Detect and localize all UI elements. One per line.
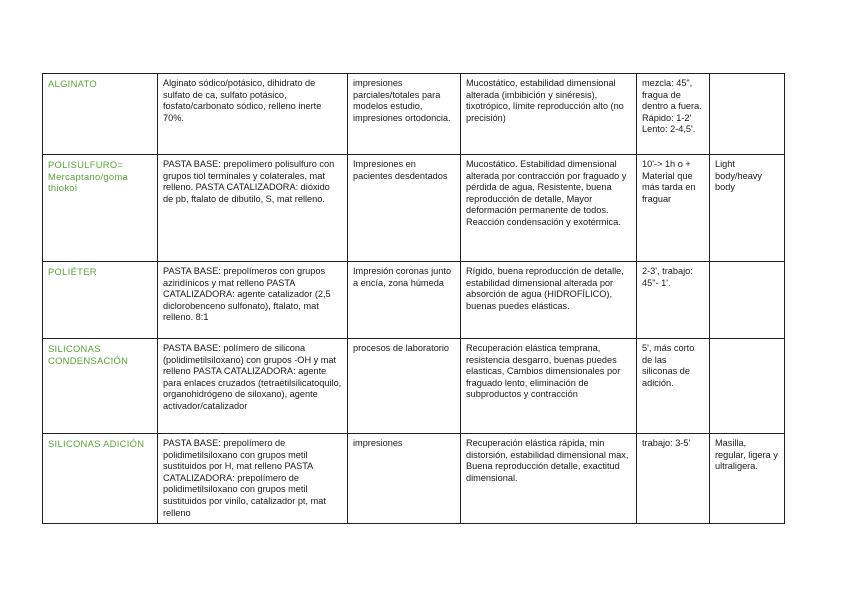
time-cell: trabajo: 3-5' xyxy=(637,434,710,524)
material-name: SILICONAS CONDENSACIÓN xyxy=(43,339,158,434)
impression-materials-table xyxy=(42,73,785,524)
material-name: POLISULFURO= Mercaptano/goma thiokol xyxy=(43,155,158,262)
table-row xyxy=(43,339,785,434)
extra-cell xyxy=(710,339,785,434)
uses-cell: Impresiones en pacientes desdentados xyxy=(348,155,461,262)
extra-cell xyxy=(710,262,785,339)
extra-cell xyxy=(710,74,785,155)
composition-cell: PASTA BASE: prepolímeros con grupos aziridínicos y mat relleno PASTA CATALIZADORA: agente catalizador (2,5 diclorobenceno sulfonato), ftalato, mat relleno. 8:1 xyxy=(158,262,348,339)
composition-cell: PASTA BASE: prepolímero de polidimetilsiloxano con grupos metil sustituidos por H, mat relleno PASTA CATALIZADORA: prepolímero de polidimetilsiloxano con grupos metil sustituidos por vinilo, catalizador pt, mat relleno xyxy=(158,434,348,524)
time-cell: 2-3', trabajo: 45"- 1'. xyxy=(637,262,710,339)
table-row xyxy=(43,74,785,155)
material-name: ALGINATO xyxy=(43,74,158,155)
table-row xyxy=(43,434,785,524)
extra-cell: Masilla, regular, ligera y ultraligera. xyxy=(710,434,785,524)
composition-cell: PASTA BASE: prepolímero polisulfuro con grupos tiol terminales y colaterales, mat relleno. PASTA CATALIZADORA: dióxido de pb, ftalato de dibutilo, S, mat relleno. xyxy=(158,155,348,262)
uses-cell: Impresión coronas junto a encía, zona húmeda xyxy=(348,262,461,339)
uses-cell: impresiones xyxy=(348,434,461,524)
properties-cell: Rígido, buena reproducción de detalle, estabilidad dimensional alterada por absorción de agua (HIDROFÍLICO), buenas puedes elásticas. xyxy=(461,262,637,339)
properties-cell: Mucostático. Estabilidad dimensional alterada por contracción por fraguado y pérdida de agua, Resistente, buena reproducción de detalle, Mayor deformación permanente de todos. Reacción condensación y exotérmica. xyxy=(461,155,637,262)
uses-cell: impresiones parciales/totales para modelos estudio, impresiones ortodoncia. xyxy=(348,74,461,155)
composition-cell: PASTA BASE: polímero de silicona (polidimetilsiloxano) con grupos -OH y mat relleno PASTA CATALIZADORA: agente para enlaces cruzados (tetraetilsilicatoquilo, organohidrógeno de siloxano), agente activador/catalizador xyxy=(158,339,348,434)
composition-cell: Alginato sódico/potásico, dihidrato de sulfato de ca, sulfato potásico, fosfato/carbonato sódico, relleno inerte 70%. xyxy=(158,74,348,155)
properties-cell: Recuperación elástica temprana, resistencia desgarro, buenas puedes elasticas, Cambios dimensionales por fraguado lento, eliminación de subproductos y contracción xyxy=(461,339,637,434)
material-name: POLIÉTER xyxy=(43,262,158,339)
uses-cell: procesos de laboratorio xyxy=(348,339,461,434)
table-body xyxy=(43,74,785,524)
time-cell: 10'-> 1h o + Material que más tarda en fraguar xyxy=(637,155,710,262)
properties-cell: Recuperación elástica rápida, min distorsión, estabilidad dimensional max, Buena reproducción detalle, exactitud dimensional. xyxy=(461,434,637,524)
table-row xyxy=(43,262,785,339)
extra-cell: Light body/heavy body xyxy=(710,155,785,262)
time-cell: 5', más corto de las siliconas de adición. xyxy=(637,339,710,434)
properties-cell: Mucostático, estabilidad dimensional alterada (imbibición y sinéresis), tixotrópico, límite reproducción alto (no precisión) xyxy=(461,74,637,155)
material-name: SILICONAS ADICIÓN xyxy=(43,434,158,524)
table-row xyxy=(43,155,785,262)
time-cell: mezcla: 45", fragua de dentro a fuera. Rápido: 1-2' Lento: 2-4,5'. xyxy=(637,74,710,155)
